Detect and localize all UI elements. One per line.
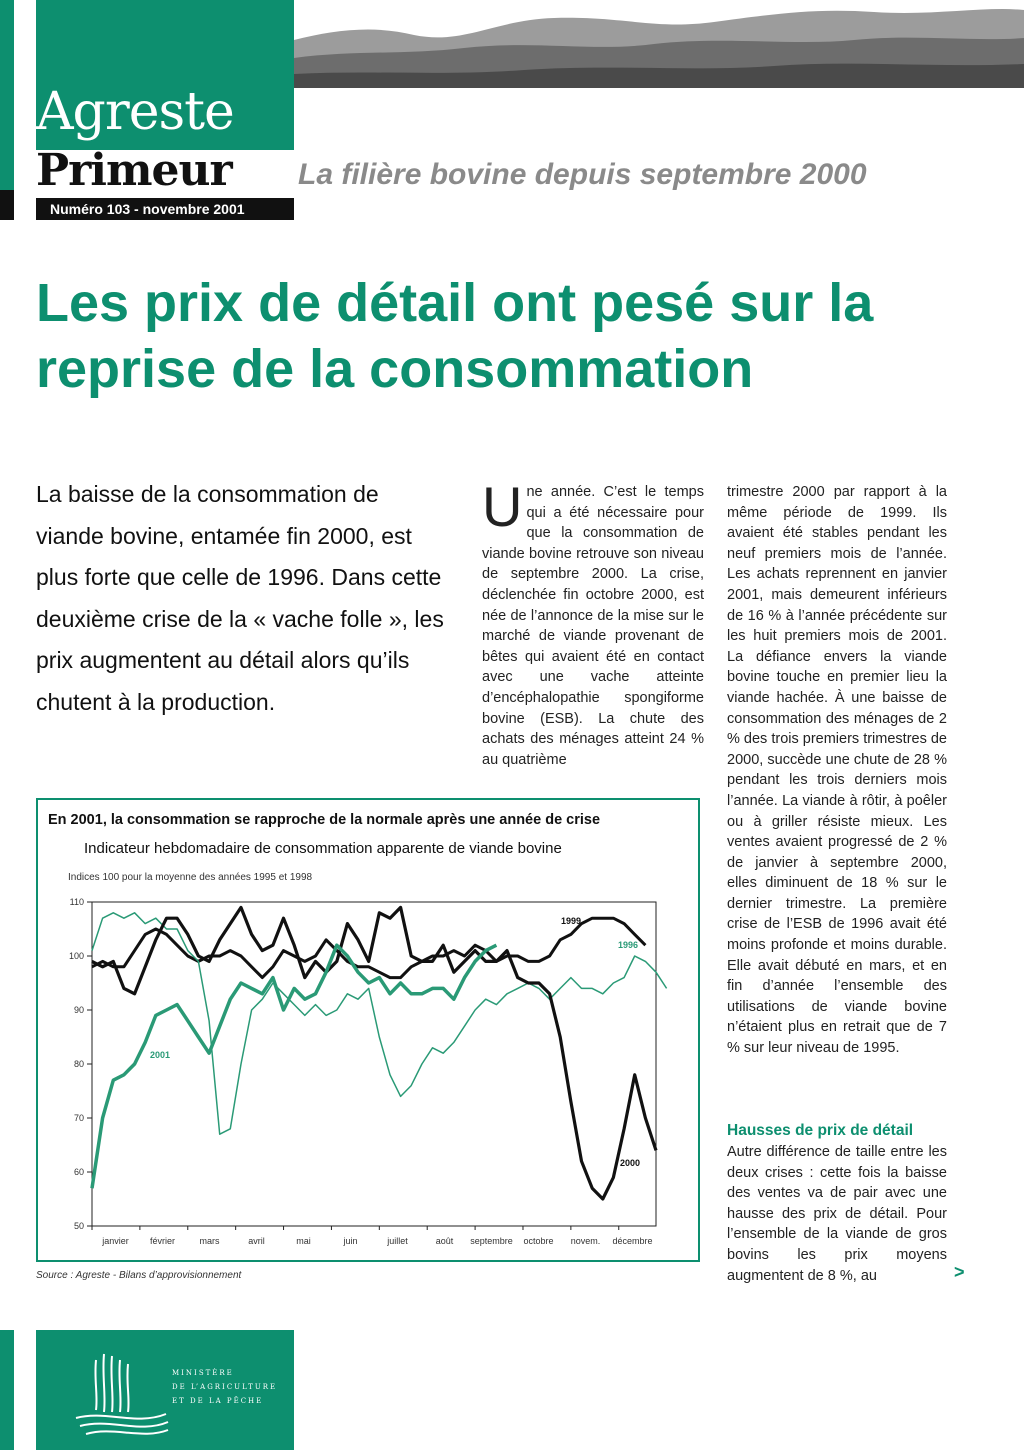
drop-cap: U [482, 475, 523, 538]
headline: Les prix de détail ont pesé sur la reprise de la consommation [36, 273, 874, 399]
x-tick-label: novem. [570, 1236, 601, 1246]
left-accent-bar [0, 0, 14, 190]
ministry-emblem-icon [56, 1340, 176, 1440]
x-tick-label: avril [248, 1236, 265, 1246]
publication-subject: La filière bovine depuis septembre 2000 [298, 158, 867, 191]
x-tick-label: septembre [470, 1236, 513, 1246]
y-tick-label: 90 [73, 1005, 84, 1015]
x-tick-label: janvier [102, 1236, 129, 1246]
ministry-line-2: DE L’AGRICULTURE [172, 1383, 278, 1391]
issue-number: Numéro 103 - novembre 2001 [36, 198, 294, 220]
x-tick-label: mai [296, 1236, 311, 1246]
series-label-1996: 1996 [618, 940, 639, 950]
y-tick-label: 80 [73, 1059, 84, 1069]
chart-subtitle: Indicateur hebdomadaire de consommation apparente de viande bovine [84, 840, 562, 857]
section-subhead: Hausses de prix de détail [727, 1122, 914, 1139]
body-column-2: trimestre 2000 par rapport à la même période de 1999. Ils avaient été stables pendant les neuf premiers mois de l’année. Les achats reprennent en janvier 2001, mais demeurent inférieurs de 16 % à l’année précédente sur les huit premiers mois de 2001. La défiance envers la viande bovine touche en premier lieu la viande hachée. À une baisse de consommation des ménages de 2 % des trois premiers trimestres de 2000, succède une chute de 28 % pendant les trois derniers mois l’année. La viande à rôtir, à poêler ou à griller résiste mieux. Les ventes avaient progressé de 2 % de janvier à septembre 2000, elles diminuent de 18 % sur le dernier trimestre. La première crise de l’ESB de 1996 avait été moins profonde et moins durable. Elle avait débuté en mars, et en fin d’année l’ensemble des utilisations de viande bovine n’étaient plus en retrait que de 7 % sur leur niveau de 1995. [727, 484, 947, 1057]
left-accent-bar-dark [0, 190, 14, 220]
series-label-2001: 2001 [150, 1050, 171, 1060]
footer-accent-bar [0, 1330, 14, 1450]
ministry-name [172, 1366, 277, 1408]
y-tick-label: 110 [69, 897, 84, 907]
ministry-logo-block [36, 1330, 294, 1450]
x-tick-label: octobre [523, 1236, 554, 1246]
y-tick-label: 70 [73, 1113, 84, 1123]
body-column-2-continued: Autre différence de taille entre les deux crises : cette fois la baisse des ventes va de pair avec une hausse des prix de détail. Pour l’ensemble de la viande de gros bovins les prix moyens augmentent de 8 %, au [727, 1144, 947, 1284]
x-tick-label: mars [199, 1236, 220, 1246]
ministry-line-3: ET DE LA PÊCHE [172, 1397, 264, 1405]
body-column-1 [482, 475, 704, 770]
x-tick-label: février [149, 1236, 176, 1246]
lead-paragraph: La baisse de la consommation de viande bovine, entamée fin 2000, est plus forte que celle de 1996. Dans cette deuxième crise de la « vache folle », les prix augmentent au détail alors qu’ils chutent à la production. [36, 481, 444, 715]
brand-agreste: Agreste [36, 82, 234, 142]
chart-frame [36, 798, 700, 1262]
brand-primeur: Primeur [36, 145, 232, 196]
consumption-chart [38, 800, 698, 1260]
ministry-line-1: MINISTÈRE [172, 1369, 234, 1377]
chart-source: Source : Agreste - Bilans d’approvisionnement [36, 1270, 242, 1281]
y-tick-label: 60 [73, 1167, 84, 1177]
y-tick-label: 50 [73, 1221, 84, 1231]
x-tick-label: juillet [387, 1236, 408, 1246]
body-column-1-text: ne année. C’est le temps qui a été nécessaire pour que la consommation de viande bovine retrouve son niveau de septembre 2000. La crise, déclenchée fin octobre 2000, est née de l’annonce de la mise sur le marché de viande provenant de bêtes qui avaient été en contact avec une vache atteinte d’encéphalopathie spongiforme bovine (ESB). La chute des achats des ménages atteint 24 % au quatrième [482, 484, 704, 768]
series-label-1999: 1999 [561, 916, 582, 926]
landscape-photo [294, 0, 1024, 88]
x-tick-label: août [435, 1236, 454, 1246]
x-tick-label: décembre [612, 1236, 653, 1246]
y-tick-label: 100 [68, 951, 84, 961]
series-line-2000 [92, 907, 656, 1199]
chart-y-unit: Indices 100 pour la moyenne des années 1995 et 1998 [68, 872, 313, 883]
plot-area [92, 902, 656, 1226]
continue-arrow-icon[interactable]: > [954, 1262, 965, 1282]
series-line-1999 [92, 918, 645, 977]
series-line-2001 [92, 945, 496, 1188]
chart-title: En 2001, la consommation se rapproche de la normale après une année de crise [48, 812, 601, 828]
series-label-2000: 2000 [620, 1158, 641, 1168]
x-tick-label: juin [343, 1236, 358, 1246]
